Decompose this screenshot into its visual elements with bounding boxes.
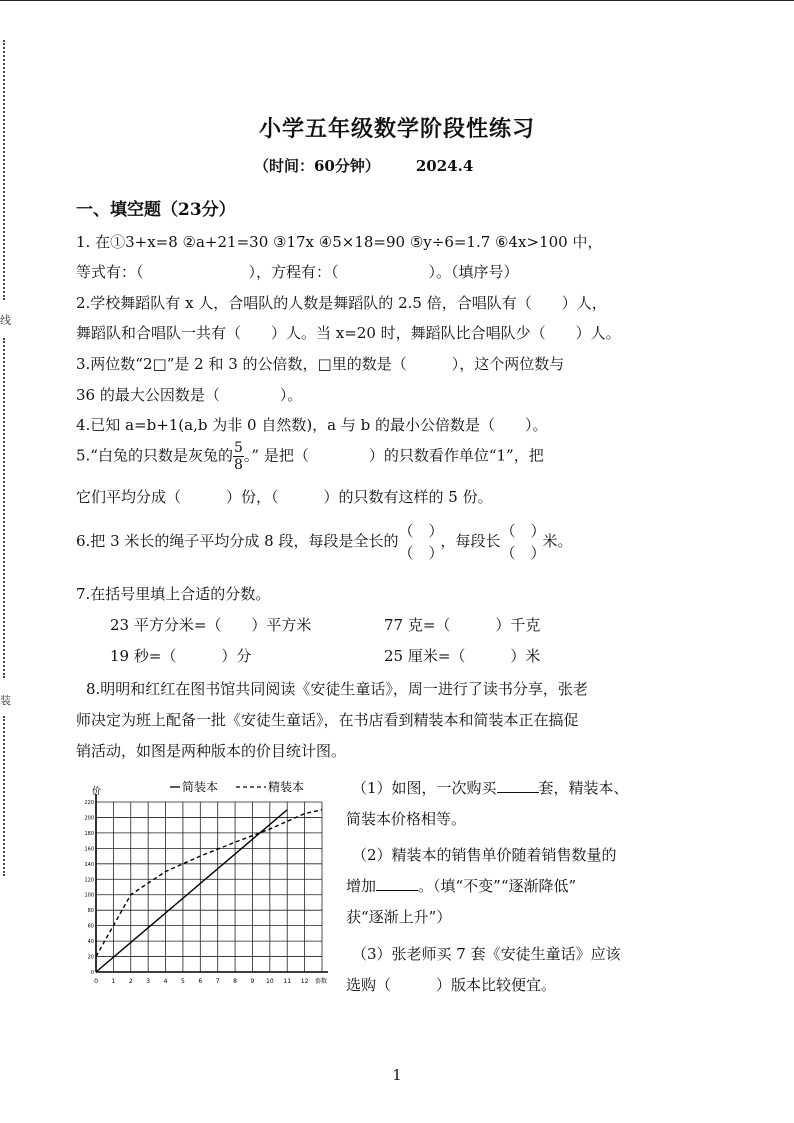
x-tick-label: 7 xyxy=(215,978,220,985)
exam-date: 2024.4 xyxy=(415,157,474,175)
q3-line1: 3.两位数“2□”是 2 和 3 的公倍数，□里的数是（ ），这个两位数与 xyxy=(76,355,565,373)
q8-line1: 8.明明和红红在图书馆共同阅读《安徒生童话》，周一进行了读书分享，张老 xyxy=(86,680,588,698)
y-tick-label: 100 xyxy=(84,892,94,899)
q7-item-b: 77 克=（ ）千克 xyxy=(384,616,541,634)
exam-subtitle xyxy=(254,155,473,176)
fraction-numerator: 5 xyxy=(233,440,243,456)
time-limit: （时间：60分钟） xyxy=(254,157,380,175)
y-tick-label: 40 xyxy=(87,939,94,946)
section-heading: 一、填空题（23分） xyxy=(76,200,236,220)
x-tick-label: 9 xyxy=(250,978,255,985)
price-line-chart xyxy=(86,778,336,998)
q8-sub1-text-b: 套，精装本、 xyxy=(538,779,629,797)
q7-item-c: 19 秒=（ ）分 xyxy=(110,647,252,665)
answer-blank xyxy=(376,876,418,891)
q8-line3: 销活动，如图是两种版本的价目统计图。 xyxy=(76,742,347,760)
x-tick-label: 3 xyxy=(146,978,151,985)
q4-line1: 4.已知 a=b+1(a,b 为非 0 自然数)，a 与 b 的最小公倍数是（ ）。 xyxy=(76,416,548,434)
blank-fraction-1 xyxy=(398,520,444,564)
x-tick-label: 1 xyxy=(111,978,116,985)
q5-line2: 它们平均分成（ ）份，（ ）的只数有这样的 5 份。 xyxy=(76,488,493,506)
q6-text-b: ，每段长 xyxy=(440,532,501,550)
q7-item-d: 25 厘米=（ ）米 xyxy=(384,647,541,665)
fraction-five-eighths xyxy=(233,440,244,473)
q2-line2: 舞蹈队和合唱队一共有（ ）人。当 x=20 时，舞蹈队比合唱队少（ ）人。 xyxy=(76,324,621,342)
y-tick-label: 80 xyxy=(87,908,94,915)
y-tick-label: 60 xyxy=(87,923,94,930)
q8-sub3-line2: 选购（ ）版本比较便宜。 xyxy=(346,976,557,994)
y-tick-label: 180 xyxy=(84,830,94,837)
x-axis-label: 套数 xyxy=(315,978,328,985)
y-tick-label: 0 xyxy=(90,970,94,976)
x-tick-label: 8 xyxy=(233,978,237,985)
y-tick-label: 160 xyxy=(84,846,94,853)
q8-line2: 师决定为班上配备一批《安徒生童话》，在书店看到精装本和简装本正在搞促 xyxy=(76,711,579,729)
x-tick-label: 2 xyxy=(128,978,133,985)
y-tick-label: 200 xyxy=(84,815,94,822)
top-border xyxy=(0,0,794,1)
x-tick-label: 11 xyxy=(283,978,292,985)
binding-char-bind: 装 xyxy=(0,694,11,707)
q6-line xyxy=(76,520,573,564)
q8-sub2-line1: （2）精装本的销售单价随着销售数量的 xyxy=(352,846,617,864)
binding-dotted-line xyxy=(3,338,5,678)
binding-char-line: 线 xyxy=(0,314,11,327)
x-tick-label: 4 xyxy=(163,978,168,985)
q3-line2: 36 的最大公因数是（ ）。 xyxy=(76,386,303,404)
binding-dotted-line xyxy=(3,40,5,300)
x-tick-label: 12 xyxy=(300,978,309,985)
legend-label: 精装本 xyxy=(268,780,305,794)
y-axis-label: 价 xyxy=(92,787,102,797)
series-line xyxy=(96,810,287,972)
q8-sub1-line2: 简装本价格相等。 xyxy=(346,810,467,828)
x-tick-label: 10 xyxy=(266,978,274,985)
q7-heading: 7.在括号里填上合适的分数。 xyxy=(76,585,271,603)
blank-fraction-2 xyxy=(500,520,546,564)
series-line xyxy=(96,810,322,957)
y-tick-label: 140 xyxy=(84,861,94,868)
y-tick-label: 120 xyxy=(84,877,94,884)
blank-denominator: （ ） xyxy=(398,544,444,562)
q5-text-a: 5.“白兔的只数是灰兔的 xyxy=(76,446,233,465)
blank-denominator: （ ） xyxy=(500,544,546,562)
blank-numerator: （ ） xyxy=(398,522,444,540)
q1-line2: 等式有：（ ），方程有：（ ）。（填序号） xyxy=(76,263,519,281)
x-tick-label: 5 xyxy=(181,978,185,985)
q8-sub2-text-b: 增加 xyxy=(346,877,377,895)
blank-numerator: （ ） xyxy=(500,522,546,540)
q5-text-b: 。” 是把（ ）的只数看作单位“1”，把 xyxy=(243,446,544,465)
q5-line1 xyxy=(76,440,544,473)
q8-sub1-text-a: （1）如图，一次购买 xyxy=(352,779,497,797)
answer-blank xyxy=(497,778,539,793)
x-tick-label: 6 xyxy=(198,978,203,985)
q1-line1: 1. 在①3+x=8 ②a+21=30 ③17x ④5×18=90 ⑤y÷6=1.7 ⑥4x>100 中， xyxy=(76,233,603,251)
q8-sub2-line2 xyxy=(346,875,576,896)
q8-sub2-line3: 获“逐渐上升”） xyxy=(346,908,452,926)
q8-sub2-text-c: 。（填“不变”“逐渐降低” xyxy=(418,877,577,895)
q8-sub3-line1: （3）张老师买 7 套《安徒生童话》应该 xyxy=(352,945,621,963)
y-tick-label: 20 xyxy=(87,954,94,961)
binding-dotted-line xyxy=(3,716,5,876)
q2-line1: 2.学校舞蹈队有 x 人，合唱队的人数是舞蹈队的 2.5 倍，合唱队有（ ）人， xyxy=(76,294,607,312)
page-title: 小学五年级数学阶段性练习 xyxy=(258,116,535,142)
q8-sub1-line1 xyxy=(352,777,629,798)
page-number: 1 xyxy=(392,1066,402,1084)
q6-text-c: 米。 xyxy=(542,532,573,550)
legend-label: 简装本 xyxy=(182,780,219,794)
q7-item-a: 23 平方分米=（ ）平方米 xyxy=(110,616,312,634)
x-tick-label: 0 xyxy=(94,978,98,985)
fraction-denominator: 8 xyxy=(233,457,243,473)
y-tick-label: 220 xyxy=(84,800,94,806)
q6-text-a: 6.把 3 米长的绳子平均分成 8 段，每段是全长的 xyxy=(76,532,399,550)
